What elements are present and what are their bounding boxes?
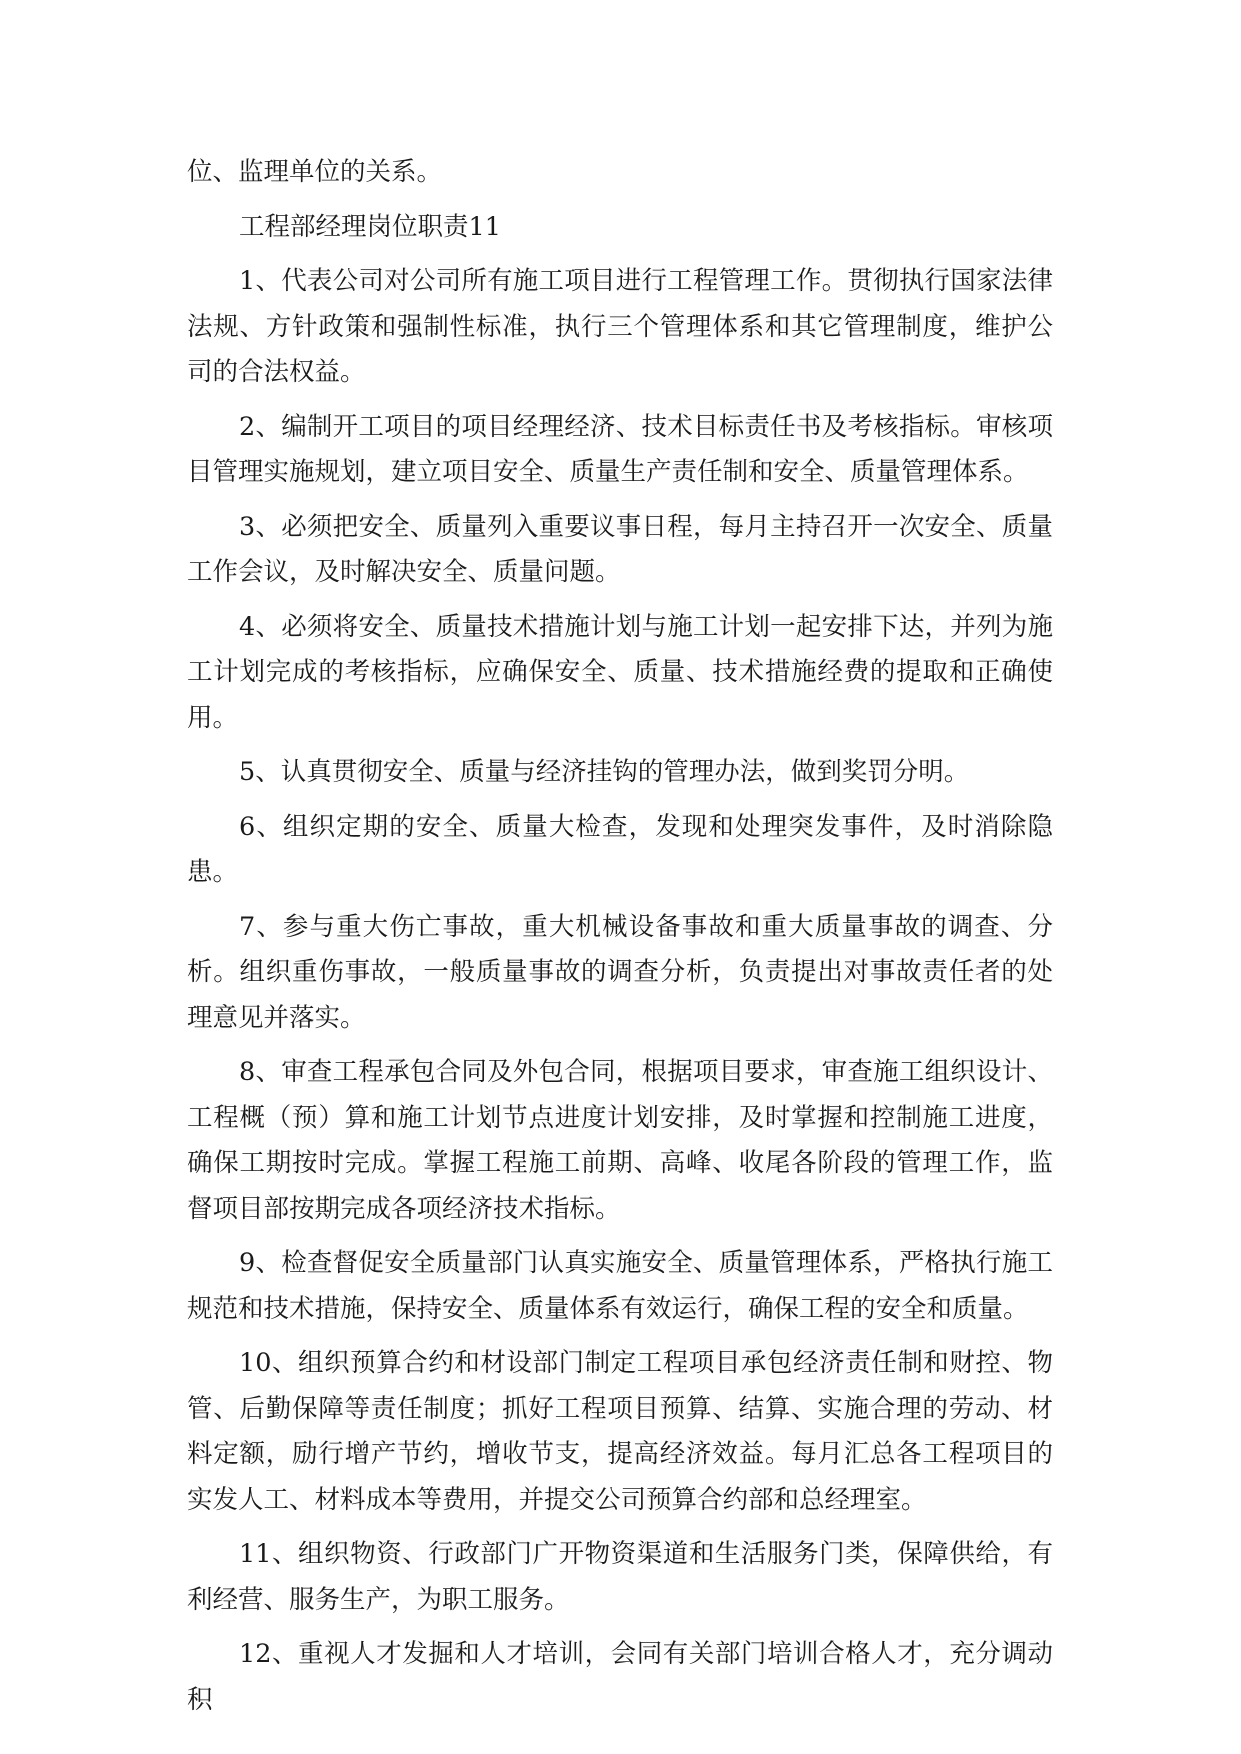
paragraph-item-11: 11、组织物资、行政部门广开物资渠道和生活服务门类，保障供给，有利经营、服务生产，为职工服务。 bbox=[187, 1539, 1053, 1615]
paragraph-continuation: 位、监理单位的关系。 bbox=[187, 157, 443, 187]
paragraph-item-5: 5、认真贯彻安全、质量与经济挂钩的管理办法，做到奖罚分明。 bbox=[239, 757, 970, 787]
paragraph-item-1: 1、代表公司对公司所有施工项目进行工程管理工作。贯彻执行国家法律法规、方针政策和强制性标准，执行三个管理体系和其它管理制度，维护公司的合法权益。 bbox=[187, 266, 1053, 387]
paragraph-item-2: 2、编制开工项目的项目经理经济、技术目标责任书及考核指标。审核项目管理实施规划，建立项目安全、质量生产责任制和安全、质量管理体系。 bbox=[187, 411, 1053, 487]
paragraph-item-9: 9、检查督促安全质量部门认真实施安全、质量管理体系，严格执行施工规范和技术措施，保持安全、质量体系有效运行，确保工程的安全和质量。 bbox=[187, 1248, 1053, 1324]
paragraph-item-10: 10、组织预算合约和材设部门制定工程项目承包经济责任制和财控、物管、后勤保障等责任制度；抓好工程项目预算、结算、实施合理的劳动、材料定额，励行增产节约，增收节支，提高经济效益。每月汇总各工程项目的实发人工、材料成本等费用，并提交公司预算合约部和总经理室。 bbox=[187, 1348, 1053, 1515]
section-heading: 工程部经理岗位职责11 bbox=[239, 211, 501, 242]
paragraph-item-3: 3、必须把安全、质量列入重要议事日程，每月主持召开一次安全、质量工作会议，及时解决安全、质量问题。 bbox=[187, 511, 1053, 587]
paragraph-item-4: 4、必须将安全、质量技术措施计划与施工计划一起安排下达，并列为施工计划完成的考核指标，应确保安全、质量、技术措施经费的提取和正确使用。 bbox=[187, 611, 1053, 733]
paragraph-item-12: 12、重视人才发掘和人才培训，会同有关部门培训合格人才，充分调动积 bbox=[187, 1639, 1053, 1715]
paragraph-item-8: 8、审查工程承包合同及外包合同，根据项目要求，审查施工组织设计、工程概（预）算和施工计划节点进度计划安排，及时掌握和控制施工进度，确保工期按时完成。掌握工程施工前期、高峰、收尾各阶段的管理工作，监督项目部按期完成各项经济技术指标。 bbox=[187, 1057, 1053, 1224]
document-body bbox=[187, 150, 1053, 1732]
paragraph-item-7: 7、参与重大伤亡事故，重大机械设备事故和重大质量事故的调查、分析。组织重伤事故，一般质量事故的调查分析，负责提出对事故责任者的处理意见并落实。 bbox=[187, 911, 1053, 1033]
paragraph-item-6: 6、组织定期的安全、质量大检查，发现和处理突发事件，及时消除隐患。 bbox=[187, 811, 1053, 887]
